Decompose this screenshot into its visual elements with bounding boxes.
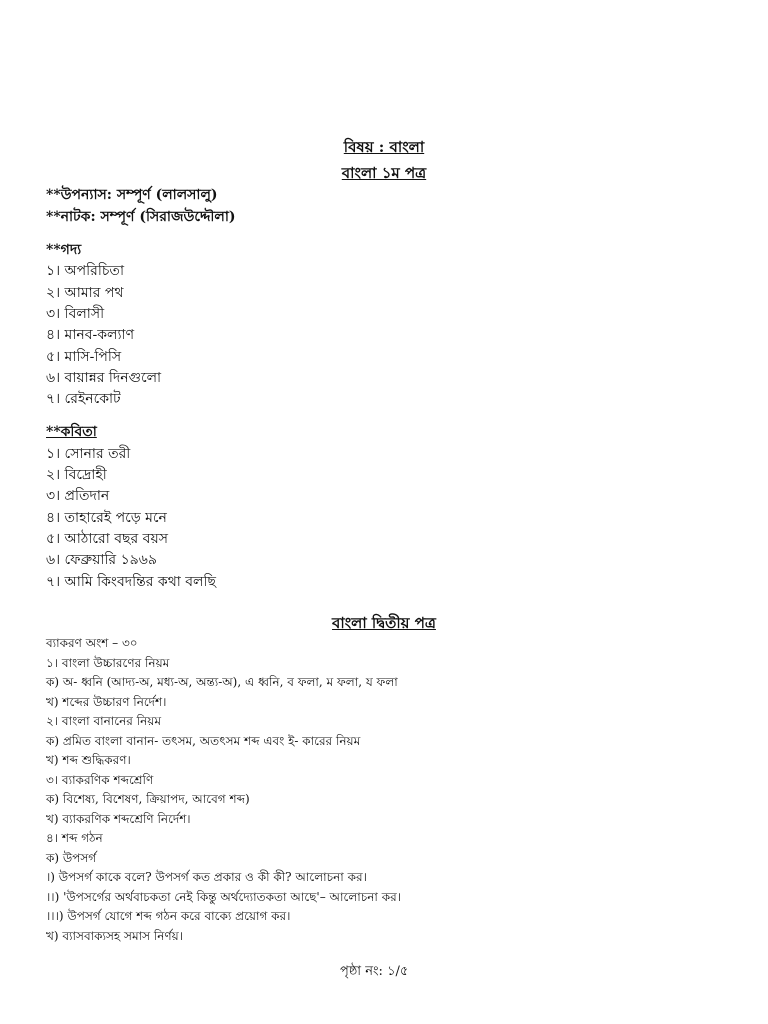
grammar-line: খ) শব্দের উচ্চারণ নির্দেশ। bbox=[46, 695, 167, 709]
grammar-line: ২। বাংলা বানানের নিয়ম bbox=[46, 714, 161, 728]
grammar-line: খ) শব্দ শুদ্ধিকরণ। bbox=[46, 753, 131, 767]
grammar-line: ক) অ- ধ্বনি (আদ্য-অ, মধ্য-অ, অন্ত্য-অ), এ ধ্বনি, ব ফলা, ম ফলা, য ফলা bbox=[46, 675, 398, 689]
grammar-line: খ) ব্যাকরণিক শব্দশ্রেণি নির্দেশ। bbox=[46, 812, 191, 826]
novel-line: **উপন্যাস: সম্পূর্ণ (লালসালু) bbox=[46, 187, 218, 203]
prose-item: ৭। রেইনকোট bbox=[46, 391, 121, 407]
grammar-line: ।) উপসর্গ কাকে বলে? উপসর্গ কত প্রকার ও কী কী? আলোচনা কর। bbox=[46, 870, 367, 884]
prose-item: ৪। মানব-কল্যাণ bbox=[46, 327, 135, 343]
grammar-line: ক) উপসর্গ bbox=[46, 851, 97, 865]
poetry-item: ৭। আমি কিংবদন্তির কথা বলছি bbox=[46, 574, 216, 590]
grammar-line: ১। বাংলা উচ্চারণের নিয়ম bbox=[46, 656, 170, 670]
poetry-item: ১। সোনার তরী bbox=[46, 446, 131, 462]
grammar-line: ।।) 'উপসর্গের অর্থবাচকতা নেই কিন্তু অর্থদ্যোতকতা আছে'– আলোচনা কর। bbox=[46, 890, 402, 904]
grammar-line: ।।।) উপসর্গ যোগে শব্দ গঠন করে বাক্যে প্রয়োগ কর। bbox=[46, 909, 291, 923]
page-number: পৃষ্ঠা নং: ১/৫ bbox=[340, 964, 409, 979]
poetry-item: ৪। তাহারেই পড়ে মনে bbox=[46, 510, 167, 526]
grammar-line: খ) ব্যাসবাক্যসহ সমাস নির্ণয়। bbox=[46, 929, 184, 943]
poetry-item: ৬। ফেব্রুয়ারি ১৯৬৯ bbox=[46, 552, 157, 568]
poetry-item: ৫। আঠারো বছর বয়স bbox=[46, 531, 168, 547]
prose-item: ৬। বায়ান্নর দিনগুলো bbox=[46, 370, 162, 386]
grammar-line: ৩। ব্যাকরণিক শব্দশ্রেণি bbox=[46, 773, 154, 787]
prose-item: ৫। মাসি-পিসি bbox=[46, 349, 122, 365]
prose-item: ১। অপরিচিতা bbox=[46, 263, 125, 279]
grammar-line: ৪। শব্দ গঠন bbox=[46, 831, 103, 845]
grammar-line: ক) প্রমিত বাংলা বানান- তৎসম, অতৎসম শব্দ এবং ই- কারের নিয়ম bbox=[46, 734, 361, 748]
paper1-title: বাংলা ১ম পত্র bbox=[341, 164, 427, 182]
drama-line: **নাটক: সম্পূর্ণ (সিরাজউদ্দৌলা) bbox=[46, 209, 236, 225]
prose-item: ২। আমার পথ bbox=[46, 285, 124, 301]
poetry-item: ৩। প্রতিদান bbox=[46, 488, 110, 504]
subject-heading: বিষয় : বাংলা bbox=[343, 138, 425, 156]
poetry-heading: **কবিতা bbox=[46, 424, 97, 440]
grammar-line: ক) বিশেষ্য, বিশেষণ, ক্রিয়াপদ, আবেগ শব্দ) bbox=[46, 792, 250, 806]
paper2-title: বাংলা দ্বিতীয় পত্র bbox=[332, 614, 436, 632]
prose-heading: **গদ্য bbox=[46, 242, 82, 258]
grammar-line: ব্যাকরণ অংশ – ৩০ bbox=[46, 636, 138, 650]
prose-item: ৩। বিলাসী bbox=[46, 306, 105, 322]
poetry-item: ২। বিদ্রোহী bbox=[46, 467, 107, 483]
